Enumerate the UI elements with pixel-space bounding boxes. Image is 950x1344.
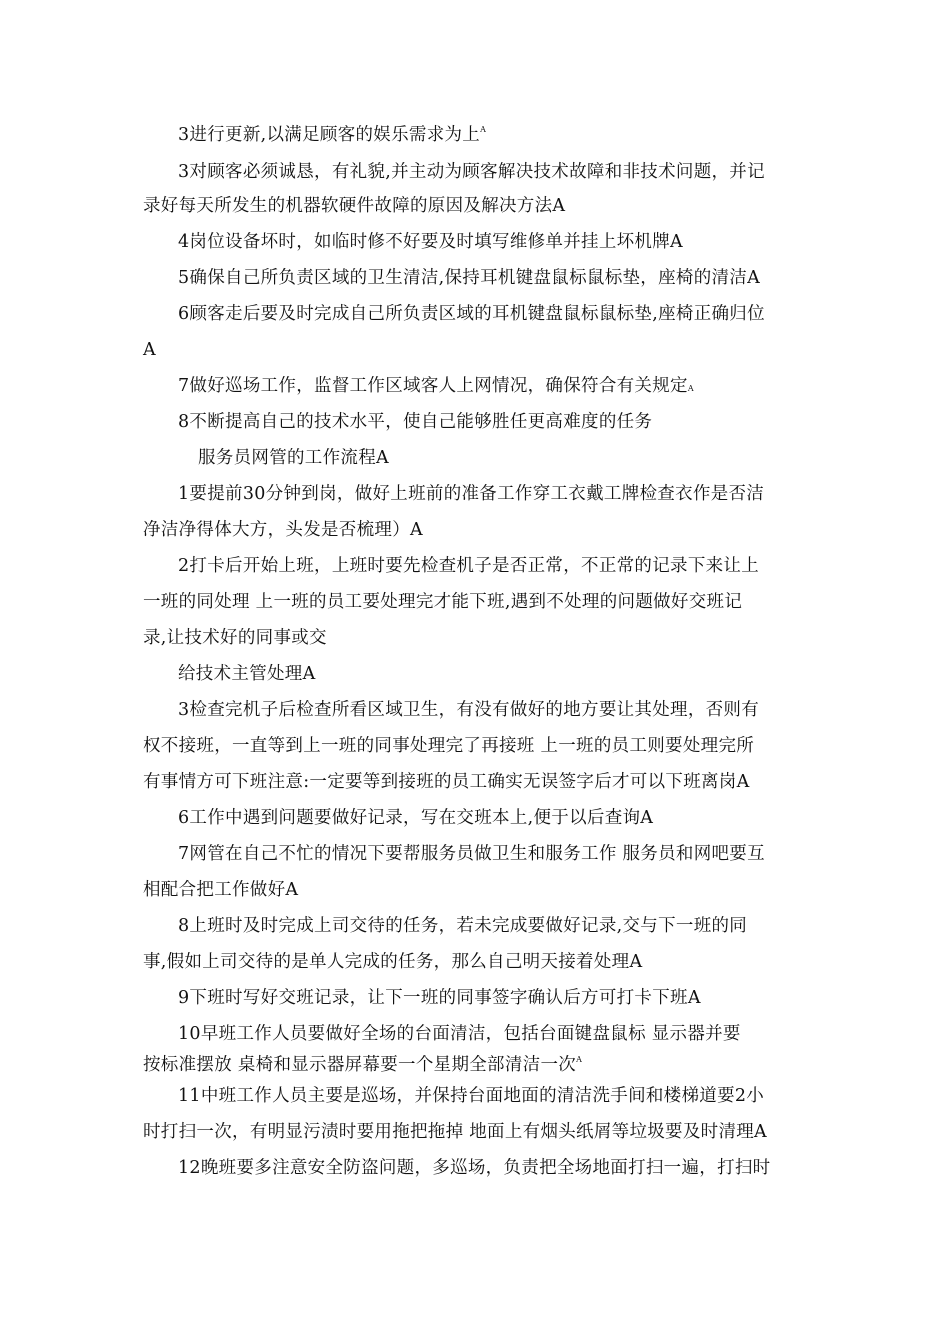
text-line-26: 10早班工作人员要做好全场的台面清洁，包括台面键盘鼠标 显示器并要 [178, 1024, 741, 1044]
text-line-15: 录,让技术好的同事或交 [143, 628, 327, 648]
text-line-20: 6工作中遇到问题要做好记录，写在交班本上,便于以后查询A [178, 808, 654, 828]
superscript-mark: A [480, 125, 487, 134]
text-line-6: 6顾客走后要及时完成自己所负责区域的耳机键盘鼠标鼠标垫,座椅正确归位 [178, 304, 765, 324]
text-line-25: 9下班时写好交班记录，让下一班的同事签字确认后方可打卡下班A [178, 988, 701, 1008]
text-line-2: 3对顾客必须诚恳，有礼貌,并主动为顾客解决技术故障和非技术问题，并记 [178, 162, 765, 182]
text-line-27: 按标准摆放 桌椅和显示器屏幕要一个星期全部清洁一次$^A$ [143, 1055, 583, 1075]
text-line-22: 相配合把工作做好A [143, 880, 299, 900]
text-line-29: 时打扫一次，有明显污渍时要用拖把拖掉 地面上有烟头纸屑等垃圾要及时清理A [143, 1122, 767, 1142]
text-line-14: 一班的同处理 上一班的员工要处理完才能下班,遇到不处理的问题做好交班记 [143, 592, 743, 612]
text-line-4: 4岗位设备坏时，如临时修不好要及时填写维修单并挂上坏机牌A [178, 232, 683, 252]
text-line-21: 7网管在自己不忙的情况下要帮服务员做卫生和服务工作 服务员和网吧要互 [178, 844, 765, 864]
text-line-12: 净洁净得体大方，头发是否梳理）A [143, 520, 423, 540]
text-line-7: A [143, 340, 156, 360]
small-mark: A [687, 384, 694, 393]
section-heading: 服务员网管的工作流程A [198, 448, 389, 468]
text-line-28: 11中班工作人员主要是巡场，并保持台面地面的清洁洗手间和楼梯道要2小 [178, 1086, 765, 1106]
text-line-30: 12晚班要多注意安全防盗问题，多巡场，负责把全场地面打扫一遍，打扫时 [178, 1158, 771, 1178]
text-line-11: 1要提前30分钟到岗，做好上班前的准备工作穿工衣戴工牌检查衣作是否洁 [178, 484, 765, 504]
text-line-5: 5确保自己所负责区域的卫生清洁,保持耳机键盘鼠标鼠标垫，座椅的清洁A [178, 268, 761, 288]
text-line-9: 8不断提高自己的技术水平，使自己能够胜任更高难度的任务 [178, 412, 653, 432]
text-line-17: 3检查完机子后检查所看区域卫生，有没有做好的地方要让其处理，否则有 [178, 700, 760, 720]
text-line-18: 权不接班，一直等到上一班的同事处理完了再接班 上一班的员工则要处理完所 [143, 736, 755, 756]
superscript-mark: A [576, 1055, 583, 1064]
text-line-23: 8上班时及时完成上司交待的任务，若未完成要做好记录,交与下一班的同 [178, 916, 748, 936]
text-line-8: 7做好巡场工作，监督工作区域客人上网情况，确保符合有关规定A [178, 376, 694, 396]
text-line-24: 事,假如上司交待的是单人完成的任务，那么自己明天接着处理A [143, 952, 643, 972]
text-line-13: 2打卡后开始上班，上班时要先检查机子是否正常，不正常的记录下来让上 [178, 556, 760, 576]
text-line-3: 录好每天所发生的机器软硬件故障的原因及解决方法A [143, 196, 566, 216]
text-line-16: 给技术主管处理A [178, 664, 316, 684]
text-line-19: 有事情方可下班注意:一定要等到接班的员工确实无误签字后才可以下班离岗A [143, 772, 750, 792]
text-line-1: 3进行更新,以满足顾客的娱乐需求为上$^A$ [178, 125, 487, 145]
